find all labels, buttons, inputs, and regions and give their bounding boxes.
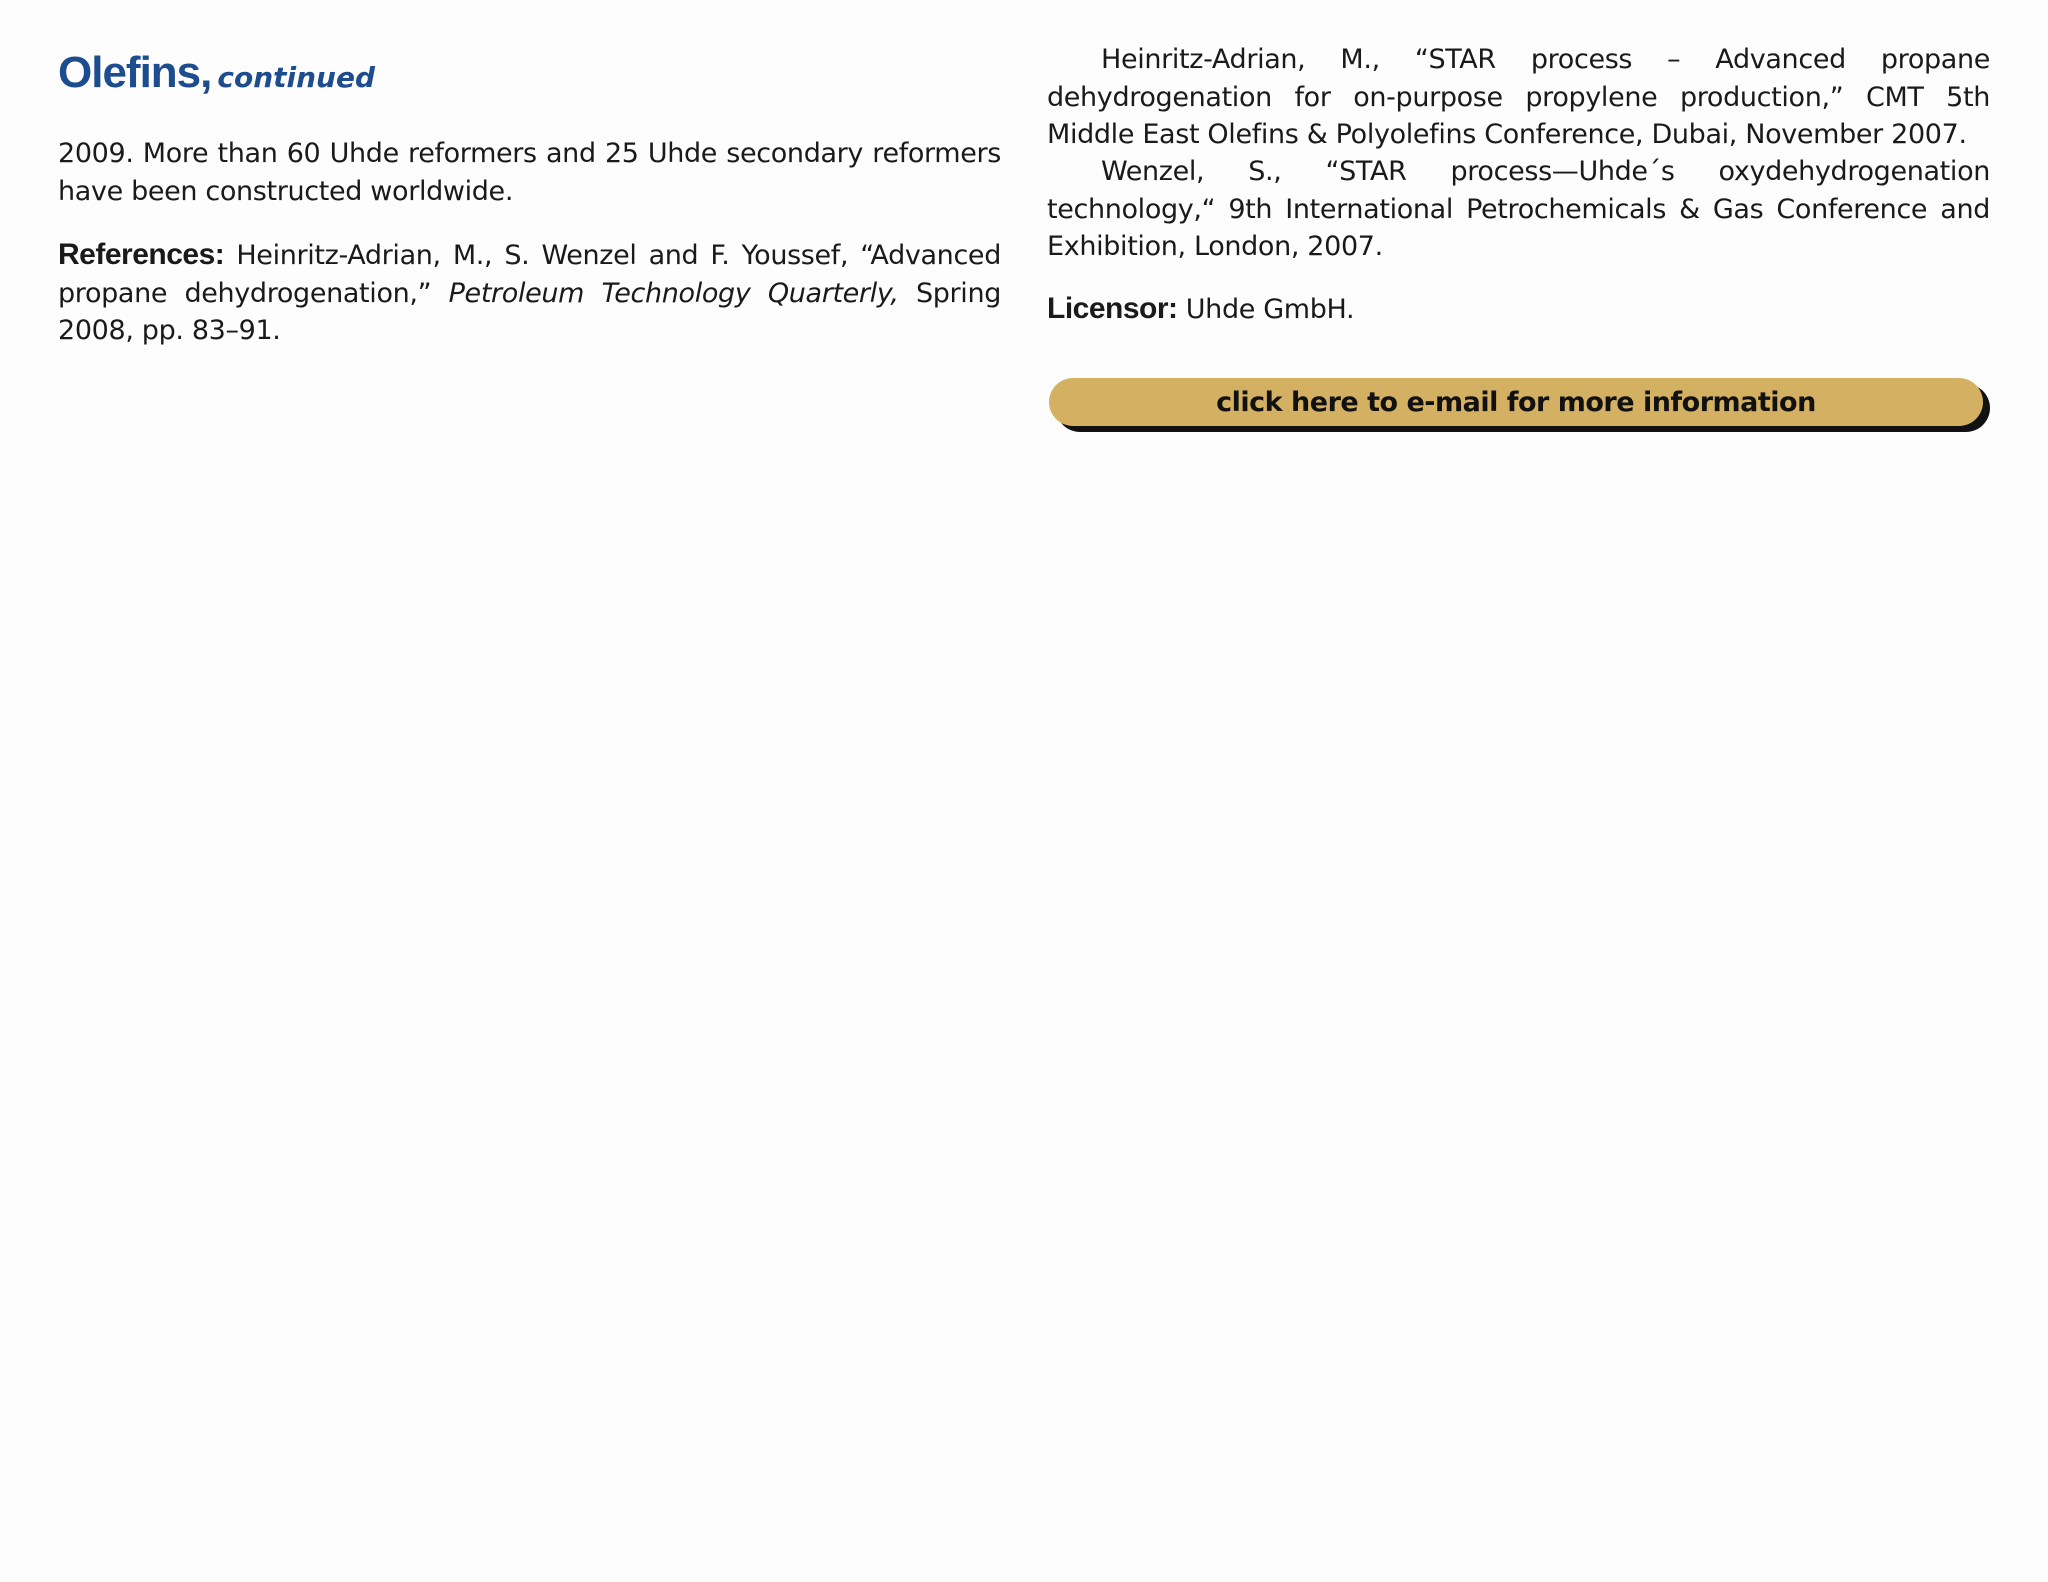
- references-label: References:: [58, 238, 225, 271]
- page-title-continued: continued: [217, 61, 376, 94]
- references-text-after: Spring 2008, pp. 83–91.: [58, 277, 1002, 346]
- email-info-button-label: click here to e-mail for more information: [1216, 386, 1816, 418]
- reference-item-star-process-dubai: Heinritz-Adrian, M., “STAR process – Advanced propane dehydrogenation for on-purpose propylene production,” CMT 5th Middle East Olefins & Polyolefins Conference, Dubai, November 2007.: [1047, 44, 1990, 150]
- licensor-label: Licensor:: [1047, 292, 1178, 325]
- licensor-value: Uhde GmbH.: [1177, 294, 1355, 325]
- intro-paragraph: 2009. More than 60 Uhde reformers and 25 Uhde secondary reformers have been constructed worldwide.: [58, 138, 1001, 207]
- reference-item-star-process-london: Wenzel, S., “STAR process—Uhde´s oxydehydrogenation technology,“ 9th International Petrochemicals & Gas Conference and Exhibition, London, 2007.: [1047, 156, 1990, 262]
- licensor-paragraph: [1047, 290, 1990, 329]
- references-paragraph: [58, 236, 1001, 350]
- email-info-button[interactable]: [1049, 378, 1983, 426]
- references-text-before: Heinritz-Adrian, M., S. Wenzel and F. Youssef, “Advanced propane dehydrogenation,”: [58, 240, 1001, 309]
- page-title-main: Olefins,: [58, 48, 212, 97]
- references-journal: Petroleum Technology Quarterly,: [448, 277, 899, 309]
- page-title: [58, 48, 375, 98]
